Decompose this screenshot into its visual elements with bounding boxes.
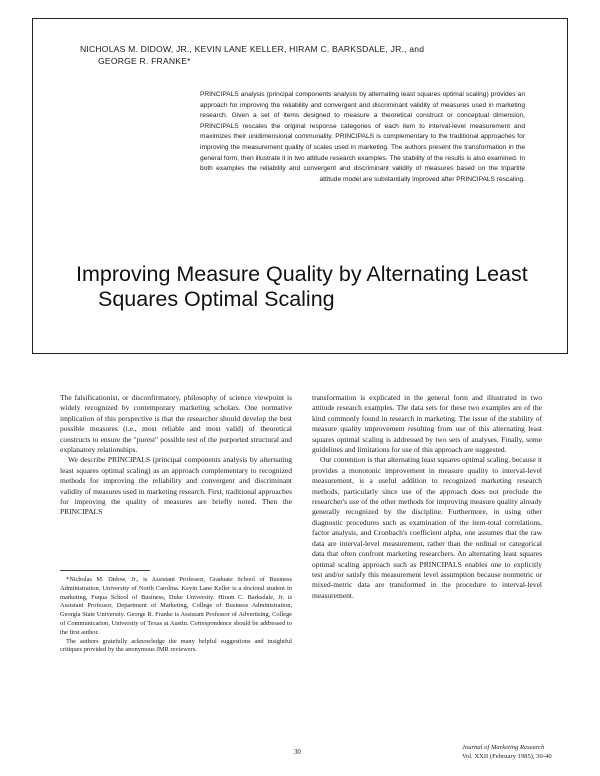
body-paragraph: Our contention is that alternating least squares optimal scaling, because it provides a monotonic improvement in measure quality to interval-level measurement, is a useful addition to recognized marketing research methods, particularly since use of the approach does not preclude the researcher's use of the other methods for improving measure quality already generally recognized by the discipline. Furthermore, in using other diagnostic procedures such as examination of the item-total correlations, factor analysis, and Cronbach's coefficient alpha, one assumes that the raw data are interval-level measurement, rather than the ordinal or categorical data that often confront marketing researchers. An alternating least squares optimal scaling approach such as PRINCIPALS enables one to explicitly test and/or satisfy this measurement level assumption because nonmetric or mixed-metric data are transformed in the procedure to interval-level measurement. (312, 455, 542, 600)
body-column-right (312, 393, 542, 601)
abstract: PRINCIPALS analysis (principal components analysis by alternating least squares optimal scaling) provides an approach for improving the reliability and convergent and discriminant validity of measures used in marketing research. Given a set of items designed to measure a theoretical construct or conceptual dimension, PRINCIPALS rescales the original response categories of each item to interval-level measurement and maximizes their unidimensional communality. PRINCIPALS is complementary to the traditional approaches for improving the measurement quality of scales used in marketing. The authors present the transformation in the general form, then illustrate it in two attitude research examples. The stability of the results is also examined. In both examples the reliability and convergent and discriminant validity of measures based on the tripartite attitude model are substantially improved after PRINCIPALS rescaling. (200, 91, 525, 183)
author-list (80, 43, 520, 67)
footnotes (60, 576, 292, 655)
authors-line-1: NICHOLAS M. DIDOW, JR., KEVIN LANE KELLER, HIRAM C. BARKSDALE, JR., and (80, 44, 425, 54)
article-title (76, 262, 556, 312)
body-paragraph: transformation is explicated in the general form and illustrated in two attitude research examples. The data sets for these two examples are of the kind commonly found in research in marketing. The issue of the stability of measure quality improvement resulting from use of this alternating least squares optimal scaling is addressed by two sets of analyses. Finally, some guidelines and limitations for use of this approach are suggested. (312, 393, 542, 455)
page-number: 30 (294, 749, 301, 756)
footnote-divider (60, 570, 150, 571)
title-line-2: Squares Optimal Scaling (98, 287, 335, 311)
journal-name: Journal of Marketing Research (462, 744, 545, 751)
body-paragraph: We describe PRINCIPALS (principal components analysis by alternating least squares optimal scaling) as an approach complementary to recognized methods for improving the reliability and convergent and discriminant validity of measures used in marketing research. First, traditional approaches for improving the quality of measures are briefly noted. Then the PRINCIPALS (60, 455, 292, 517)
body-column-left (60, 393, 292, 518)
journal-citation (462, 744, 572, 761)
journal-issue: Vol. XXII (February 1985), 30-40 (462, 752, 552, 760)
footnote-acknowledgment: The authors gratefully acknowledge the many helpful suggestions and insightful critiques provided by the anonymous JMR reviewers. (60, 637, 292, 654)
footnote-authors: *Nicholas M. Didow, Jr., is Assistant Professor, Graduate School of Business Administration, University of North Carolina. Kevin Lane Keller is a doctoral student in marketing, Fuqua School of Business, Duke University. Hiram C. Barksdale, Jr. is Assistant Professor, Department of Marketing, College of Business Administration, Georgia State University. George R. Franke is Assistant Professor of Advertising, College of Communication, University of Texas at Austin. Correspondence should be addressed to the first author. (60, 576, 292, 636)
body-paragraph: The falsificationist, or disconfirmatory, philosophy of science viewpoint is widely recognized by contemporary marketing scholars. One normative implication of this perspective is that the researcher should develop the best possible measures (i.e., most reliable and most valid) of theoretical constructs to ensure the "purest" possible test of the purported structural and explanatory relationships. (60, 393, 292, 455)
authors-line-2: GEORGE R. FRANKE* (98, 56, 191, 66)
title-line-1: Improving Measure Quality by Alternating Least (76, 262, 528, 286)
